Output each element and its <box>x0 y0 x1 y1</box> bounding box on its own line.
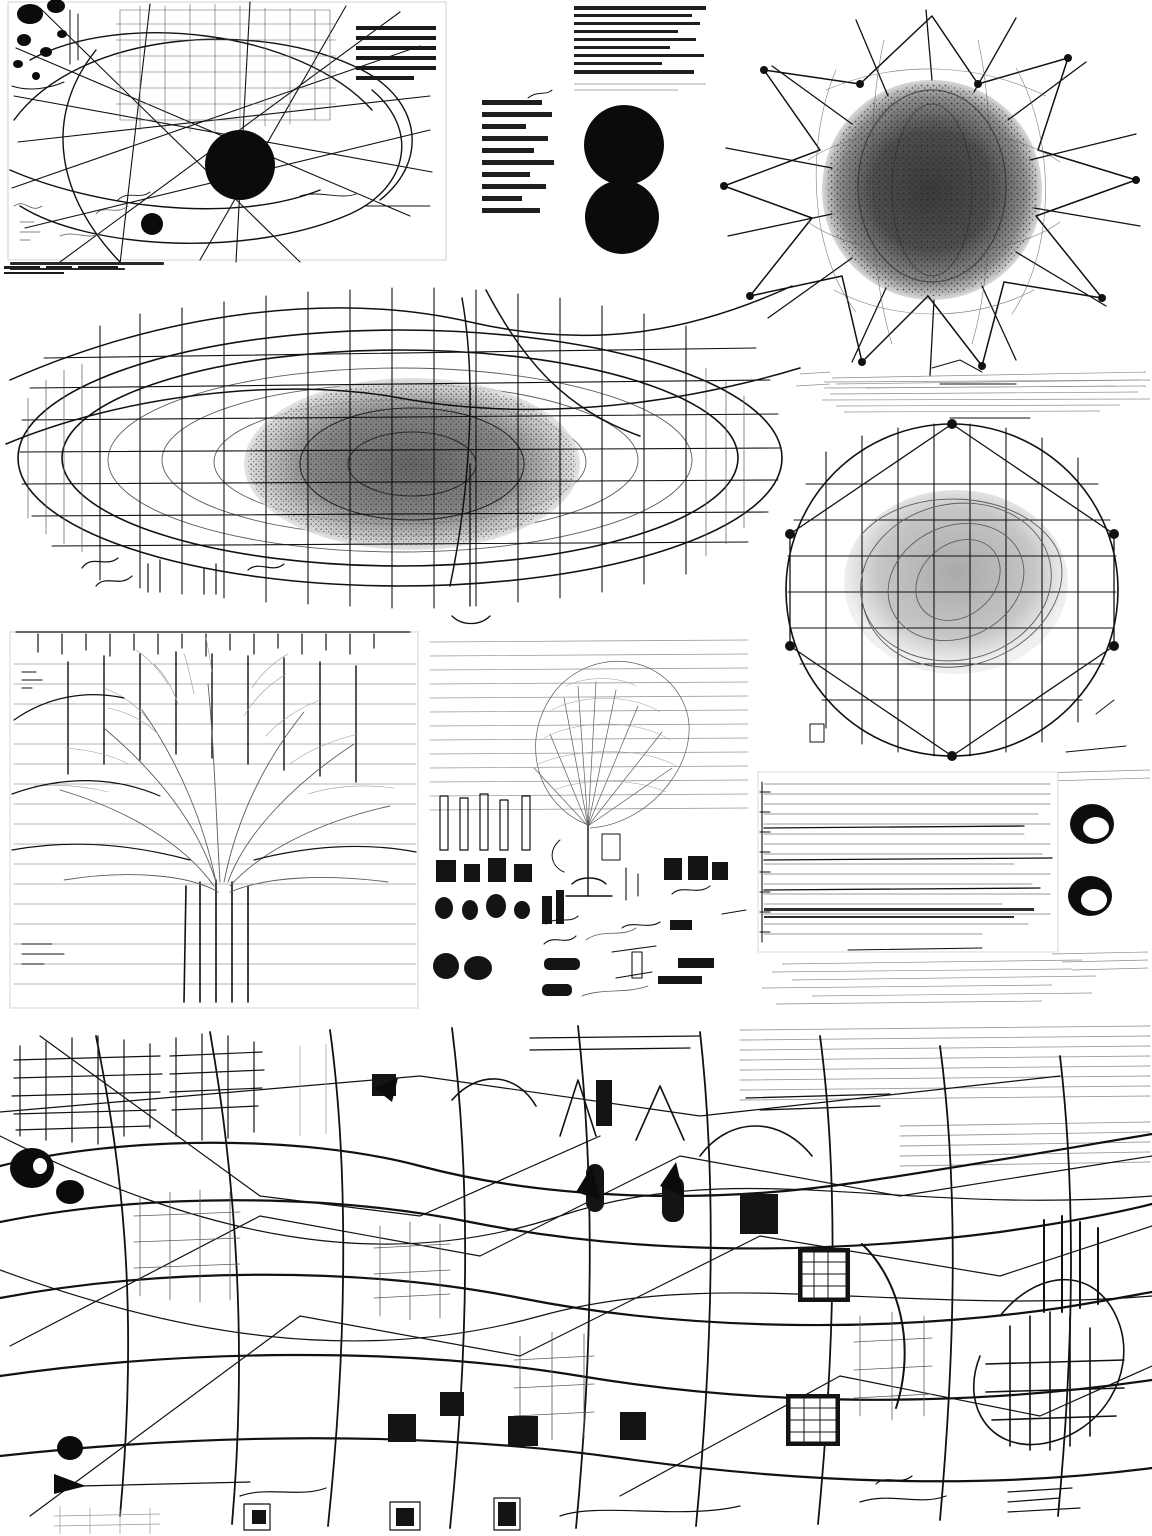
panel-text-block-right <box>752 764 1152 1022</box>
panel-branching-tree-left <box>8 624 422 1020</box>
index-block-drawing <box>468 0 708 256</box>
panel-radial-web-upper-left <box>0 0 452 270</box>
radial-web-drawing <box>0 0 452 270</box>
blot-center-top <box>584 105 664 185</box>
panel-scale-strip <box>0 262 160 278</box>
panel-grid-ellipse-section <box>0 268 830 638</box>
blot-upper-left-small <box>141 213 163 235</box>
scale-strip-drawing <box>0 262 160 278</box>
panel-caption-stack-upper-center <box>468 0 708 256</box>
street-network-drawing <box>0 1016 1152 1536</box>
circumscribed-mesh-drawing <box>766 414 1152 794</box>
specimen-array-drawing <box>426 628 752 1020</box>
branching-filament-drawing <box>8 624 422 1020</box>
panel-specimen-array-center <box>426 628 752 1020</box>
panel-map-network-bottom <box>0 1016 1152 1536</box>
annotation-column-drawing <box>752 764 1152 1022</box>
blot-upper-left-large <box>205 130 275 200</box>
blot-center-lower <box>585 180 659 254</box>
gridded-ellipsoid-drawing <box>0 268 830 638</box>
panel-circular-mesh-right <box>766 414 1152 794</box>
